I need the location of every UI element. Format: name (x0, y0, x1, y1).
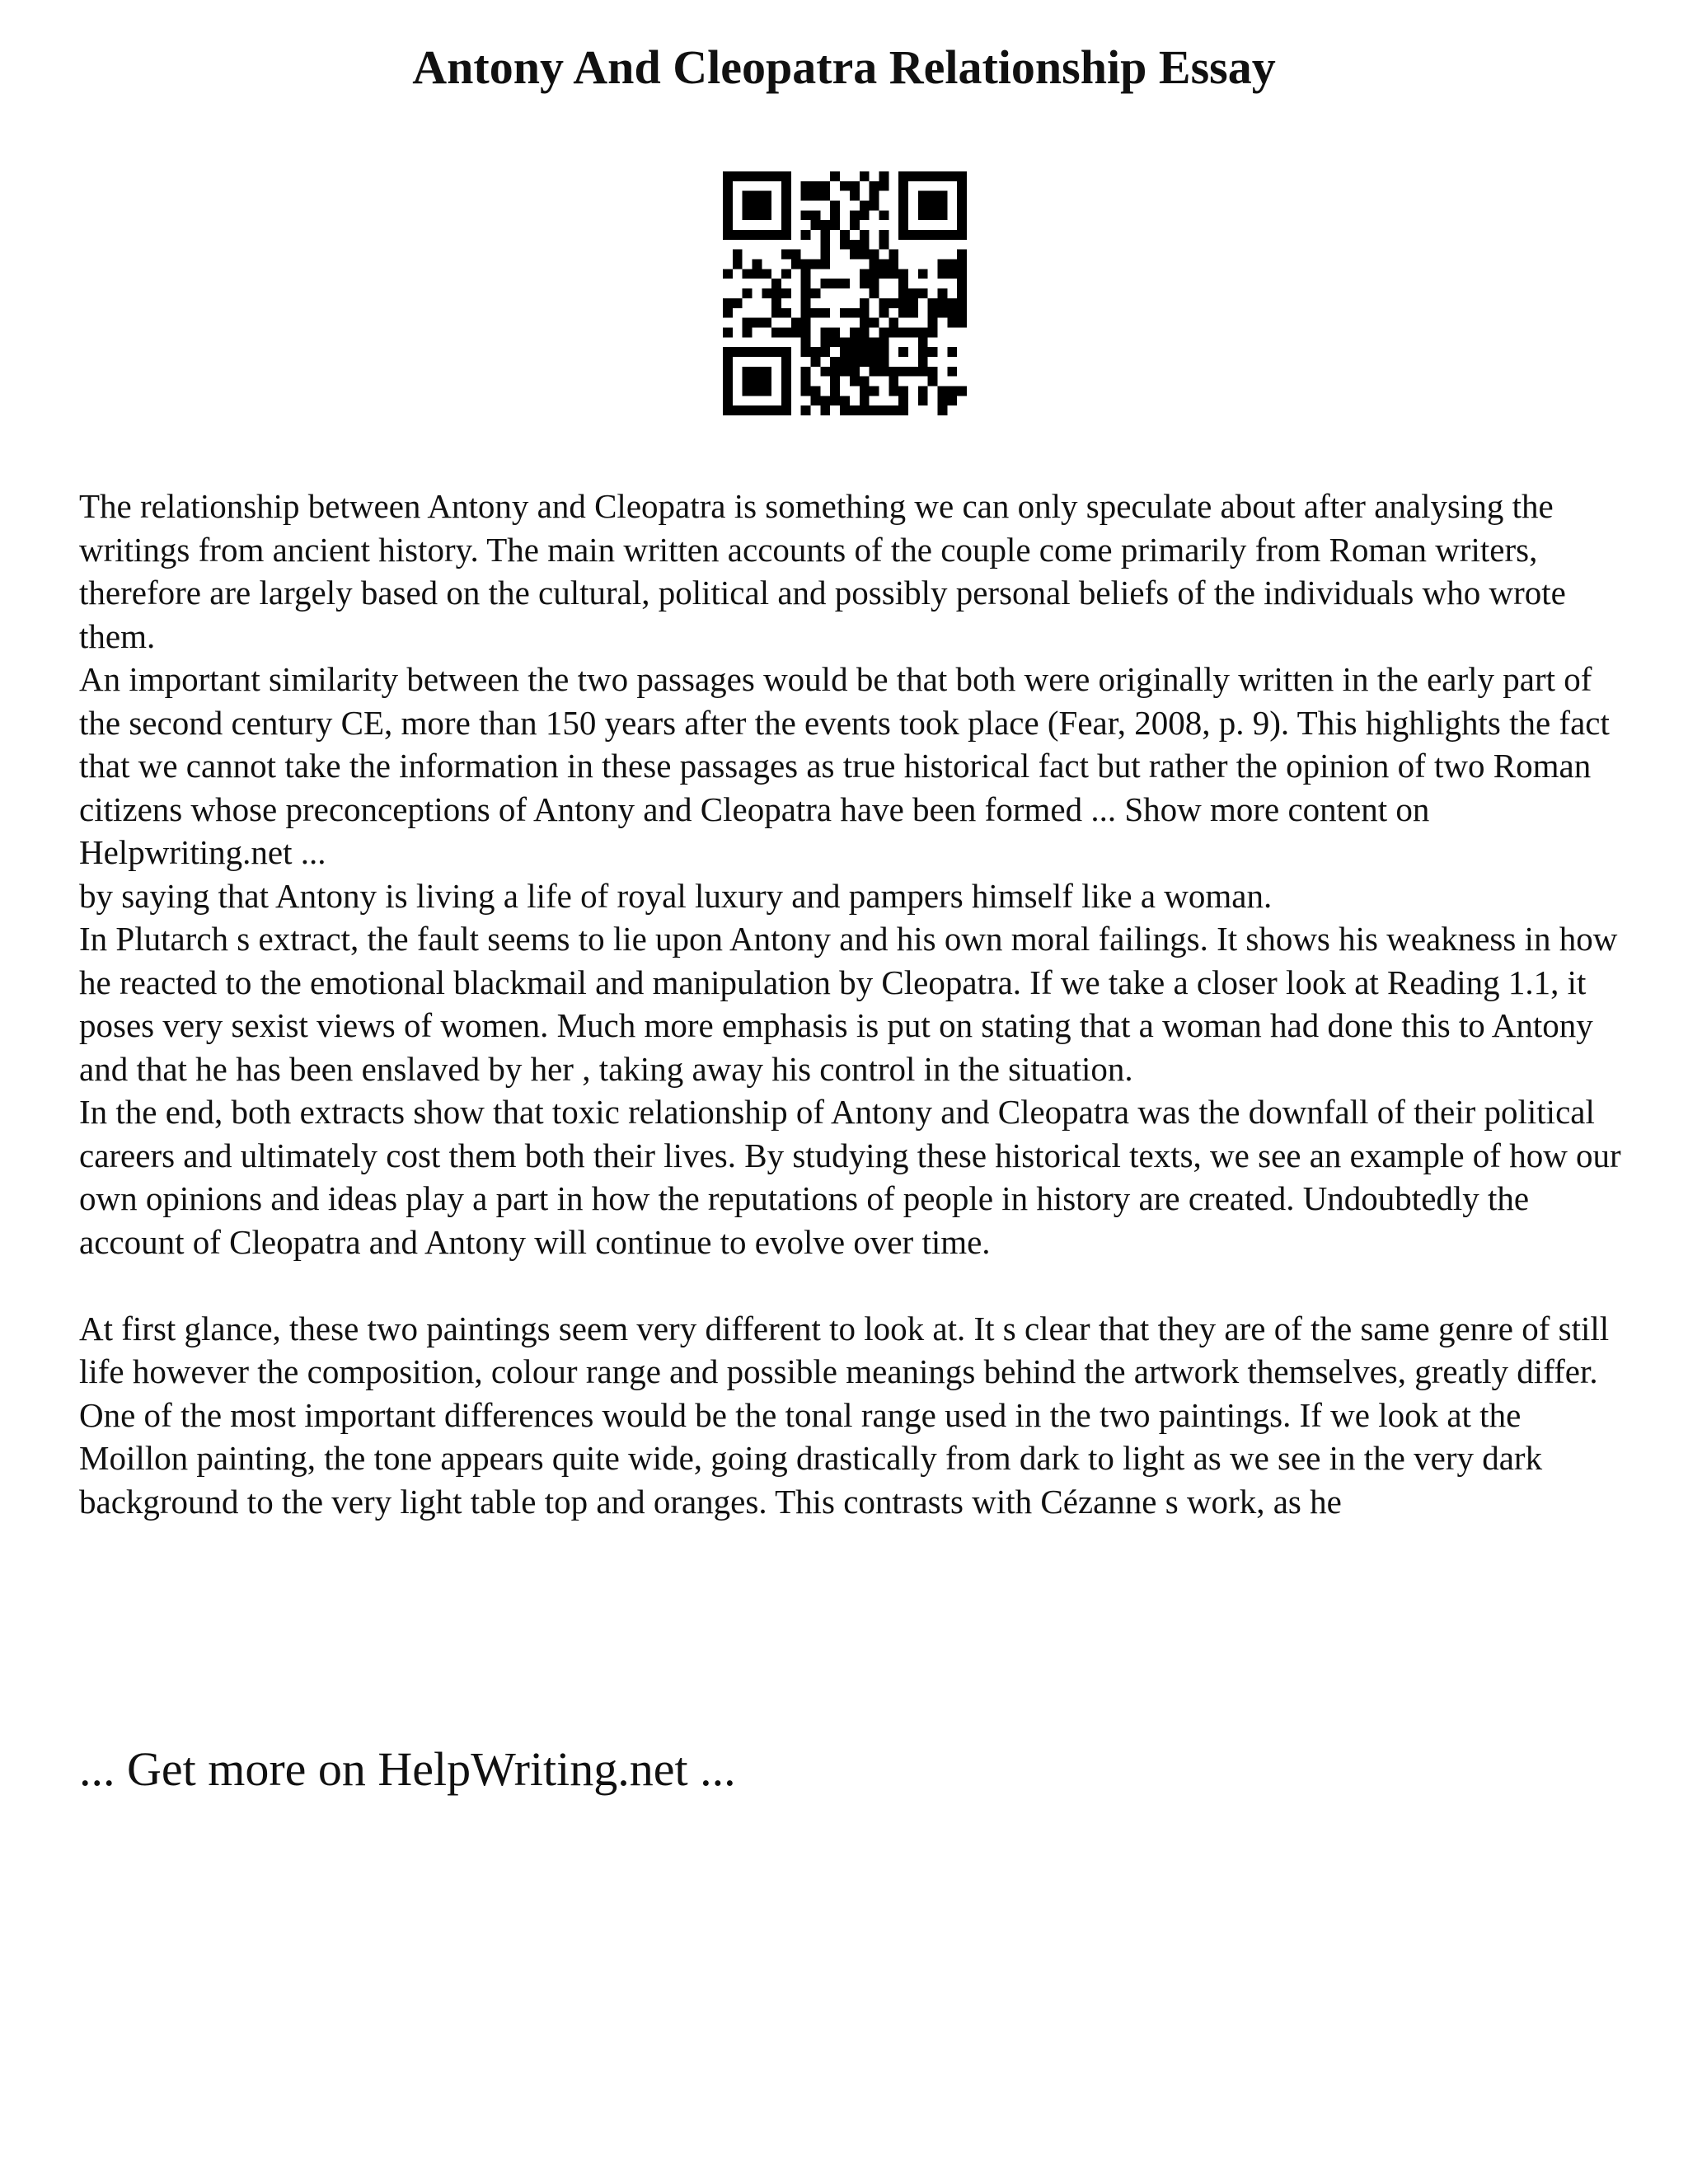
paragraph: One of the most important differences would be the tonal range used in the two paintings. If we look at the Moillon painting, the tone appears quite wide, going drastically from dark to light as we see in the very dark background to the very light table top and oranges. This contrasts with Cézanne s work, as he (79, 1395, 1543, 1521)
document-title: Antony And Cleopatra Relationship Essay (412, 40, 1276, 94)
paragraph-gap (79, 1263, 1629, 1307)
paragraph: by saying that Antony is living a life of royal luxury and pampers himself like a woman. (79, 876, 1273, 915)
qr-code-icon (723, 171, 967, 415)
paragraph: In Plutarch s extract, the fault seems to lie upon Antony and his own moral failings. It shows his weakness in how he reacted to the emotional blackmail and manipulation by Cleopatra. If we take a closer look at Reading 1.1, it poses very sexist views of women. Much more emphasis is put on stating that a woman had done this to Antony and that he has been enslaved by her , taking away his control in the situation. (79, 920, 1618, 1088)
essay-body (79, 485, 1629, 1523)
paragraph: At first glance, these two paintings seem very different to look at. It s clear that they are of the same genre of still life however the composition, colour range and possible meanings behind the artwork themselves, greatly differ. (79, 1309, 1610, 1390)
paragraph: In the end, both extracts show that toxic relationship of Antony and Cleopatra was the downfall of their political careers and ultimately cost them both their lives. By studying these historical texts, we see an example of how our own opinions and ideas play a part in how the reputations of people in history are created. Undoubtedly the account of Cleopatra and Antony will continue to evolve over time. (79, 1093, 1621, 1261)
get-more-link[interactable]: ... Get more on HelpWriting.net ... (79, 1742, 736, 1796)
paragraph: An important similarity between the two passages would be that both were originally written in the early part of the second century CE, more than 150 years after the events took place (Fear, 2008, p. 9). This highlights the fact that we cannot take the information in these passages as true historical fact but rather the opinion of two Roman citizens whose preconceptions of Antony and Cleopatra have been formed ... Show more content on Helpwriting.net ... (79, 660, 1610, 871)
paragraph: The relationship between Antony and Cleopatra is something we can only speculate about after analysing the writings from ancient history. The main written accounts of the couple come primarily from Roman writers, therefore are largely based on the cultural, political and possibly personal beliefs of the individuals who wrote them. (79, 487, 1566, 655)
